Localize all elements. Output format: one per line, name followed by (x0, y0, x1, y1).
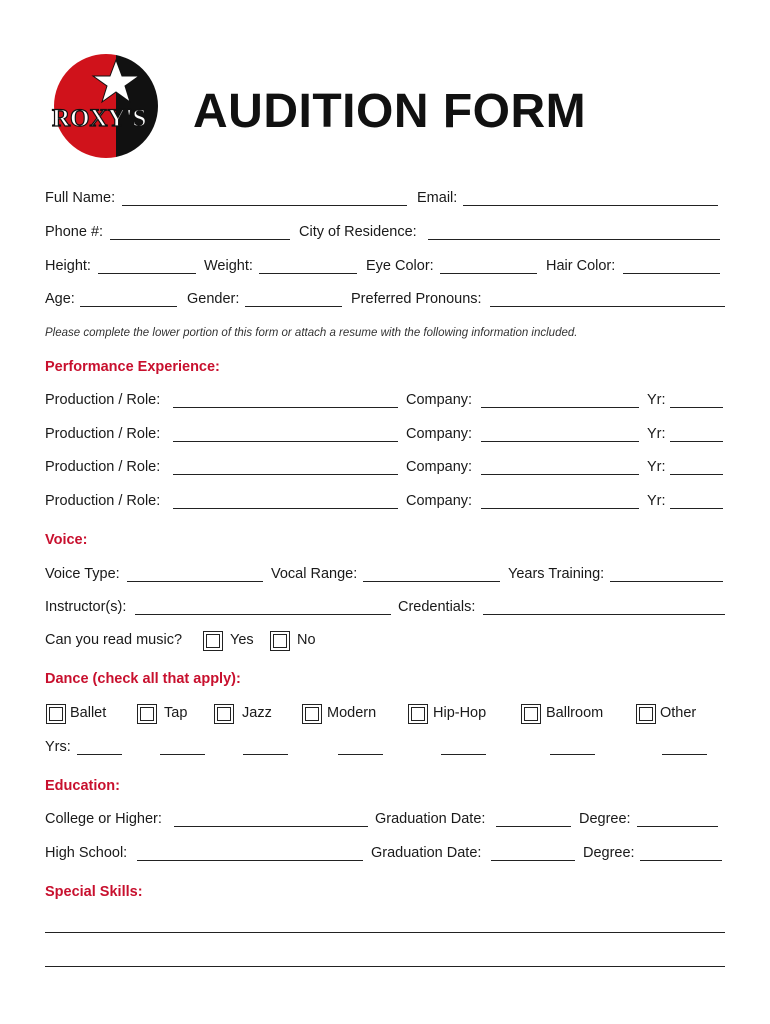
dance-other-label: Other (660, 705, 697, 721)
instruction-note: Please complete the lower portion of this form or attach a resume with the following information included. (45, 327, 578, 339)
high-school-label: High School: (45, 845, 128, 861)
instructors-field[interactable] (135, 614, 391, 615)
jazz-years-field[interactable] (243, 754, 288, 755)
high-school-field[interactable] (137, 860, 363, 861)
year-label: Yr: (647, 459, 666, 475)
pronouns-field[interactable] (490, 306, 725, 307)
company-label: Company: (406, 392, 473, 408)
tap-years-field[interactable] (160, 754, 205, 755)
dance-jazz-label: Jazz (242, 705, 272, 721)
modern-years-field[interactable] (338, 754, 383, 755)
read-music-yes-checkbox[interactable] (203, 631, 223, 651)
dance-years-label: Yrs: (45, 739, 71, 755)
weight-field[interactable] (259, 273, 357, 274)
gender-label: Gender: (187, 291, 240, 307)
height-field[interactable] (98, 273, 196, 274)
read-music-yes-label: Yes (230, 632, 254, 648)
hair-color-field[interactable] (623, 273, 720, 274)
read-music-no-checkbox[interactable] (270, 631, 290, 651)
company-field[interactable] (481, 474, 639, 475)
college-degree-field[interactable] (637, 826, 718, 827)
dance-modern-checkbox[interactable] (302, 704, 322, 724)
production-field[interactable] (173, 441, 398, 442)
production-field[interactable] (173, 474, 398, 475)
dance-hiphop-checkbox[interactable] (408, 704, 428, 724)
credentials-field[interactable] (483, 614, 725, 615)
weight-label: Weight: (204, 258, 253, 274)
hair-color-label: Hair Color: (546, 258, 616, 274)
year-label: Yr: (647, 392, 666, 408)
ballet-years-field[interactable] (77, 754, 122, 755)
full-name-label: Full Name: (45, 190, 116, 206)
year-label: Yr: (647, 493, 666, 509)
production-label: Production / Role: (45, 493, 161, 509)
special-skills-line[interactable] (45, 966, 725, 967)
year-label: Yr: (647, 426, 666, 442)
production-label: Production / Role: (45, 392, 161, 408)
production-field[interactable] (173, 508, 398, 509)
production-label: Production / Role: (45, 426, 161, 442)
dance-ballroom-checkbox[interactable] (521, 704, 541, 724)
company-field[interactable] (481, 441, 639, 442)
dance-ballroom-label: Ballroom (546, 705, 604, 721)
college-label: College or Higher: (45, 811, 162, 827)
hs-degree-label: Degree: (583, 845, 635, 861)
email-label: Email: (417, 190, 458, 206)
college-grad-date-field[interactable] (496, 826, 571, 827)
logo-text: ROXY'S (52, 105, 147, 132)
dance-ballet-label: Ballet (70, 705, 107, 721)
year-field[interactable] (670, 508, 723, 509)
pronouns-label: Preferred Pronouns: (351, 291, 482, 307)
age-label: Age: (45, 291, 75, 307)
dance-heading: Dance (check all that apply): (45, 671, 241, 687)
dance-tap-label: Tap (164, 705, 188, 721)
company-label: Company: (406, 459, 473, 475)
dance-other-checkbox[interactable] (636, 704, 656, 724)
other-years-field[interactable] (662, 754, 707, 755)
college-field[interactable] (174, 826, 368, 827)
email-field[interactable] (463, 205, 718, 206)
vocal-range-field[interactable] (363, 581, 500, 582)
city-label: City of Residence: (299, 224, 417, 240)
roxys-logo (50, 50, 162, 162)
voice-type-field[interactable] (127, 581, 263, 582)
hs-grad-date-field[interactable] (491, 860, 575, 861)
eye-color-field[interactable] (440, 273, 537, 274)
years-training-field[interactable] (610, 581, 723, 582)
vocal-range-label: Vocal Range: (271, 566, 358, 582)
hs-grad-date-label: Graduation Date: (371, 845, 482, 861)
city-field[interactable] (428, 239, 720, 240)
year-field[interactable] (670, 441, 723, 442)
page-title: AUDITION FORM (193, 85, 587, 138)
eye-color-label: Eye Color: (366, 258, 434, 274)
ballroom-years-field[interactable] (550, 754, 595, 755)
age-field[interactable] (80, 306, 177, 307)
dance-modern-label: Modern (327, 705, 377, 721)
voice-heading: Voice: (45, 532, 88, 548)
year-field[interactable] (670, 474, 723, 475)
year-field[interactable] (670, 407, 723, 408)
voice-type-label: Voice Type: (45, 566, 120, 582)
instructors-label: Instructor(s): (45, 599, 127, 615)
company-field[interactable] (481, 407, 639, 408)
college-grad-date-label: Graduation Date: (375, 811, 486, 827)
years-training-label: Years Training: (508, 566, 605, 582)
company-field[interactable] (481, 508, 639, 509)
special-skills-line[interactable] (45, 932, 725, 933)
dance-tap-checkbox[interactable] (137, 704, 157, 724)
company-label: Company: (406, 493, 473, 509)
read-music-label: Can you read music? (45, 632, 183, 648)
performance-heading: Performance Experience: (45, 359, 220, 375)
special-skills-heading: Special Skills: (45, 884, 143, 900)
hs-degree-field[interactable] (640, 860, 722, 861)
dance-ballet-checkbox[interactable] (46, 704, 66, 724)
gender-field[interactable] (245, 306, 342, 307)
company-label: Company: (406, 426, 473, 442)
full-name-field[interactable] (122, 205, 407, 206)
production-field[interactable] (173, 407, 398, 408)
hiphop-years-field[interactable] (441, 754, 486, 755)
phone-field[interactable] (110, 239, 290, 240)
education-heading: Education: (45, 778, 120, 794)
read-music-no-label: No (297, 632, 316, 648)
dance-hiphop-label: Hip-Hop (433, 705, 487, 721)
dance-jazz-checkbox[interactable] (214, 704, 234, 724)
phone-label: Phone #: (45, 224, 104, 240)
credentials-label: Credentials: (398, 599, 476, 615)
production-label: Production / Role: (45, 459, 161, 475)
college-degree-label: Degree: (579, 811, 631, 827)
height-label: Height: (45, 258, 91, 274)
